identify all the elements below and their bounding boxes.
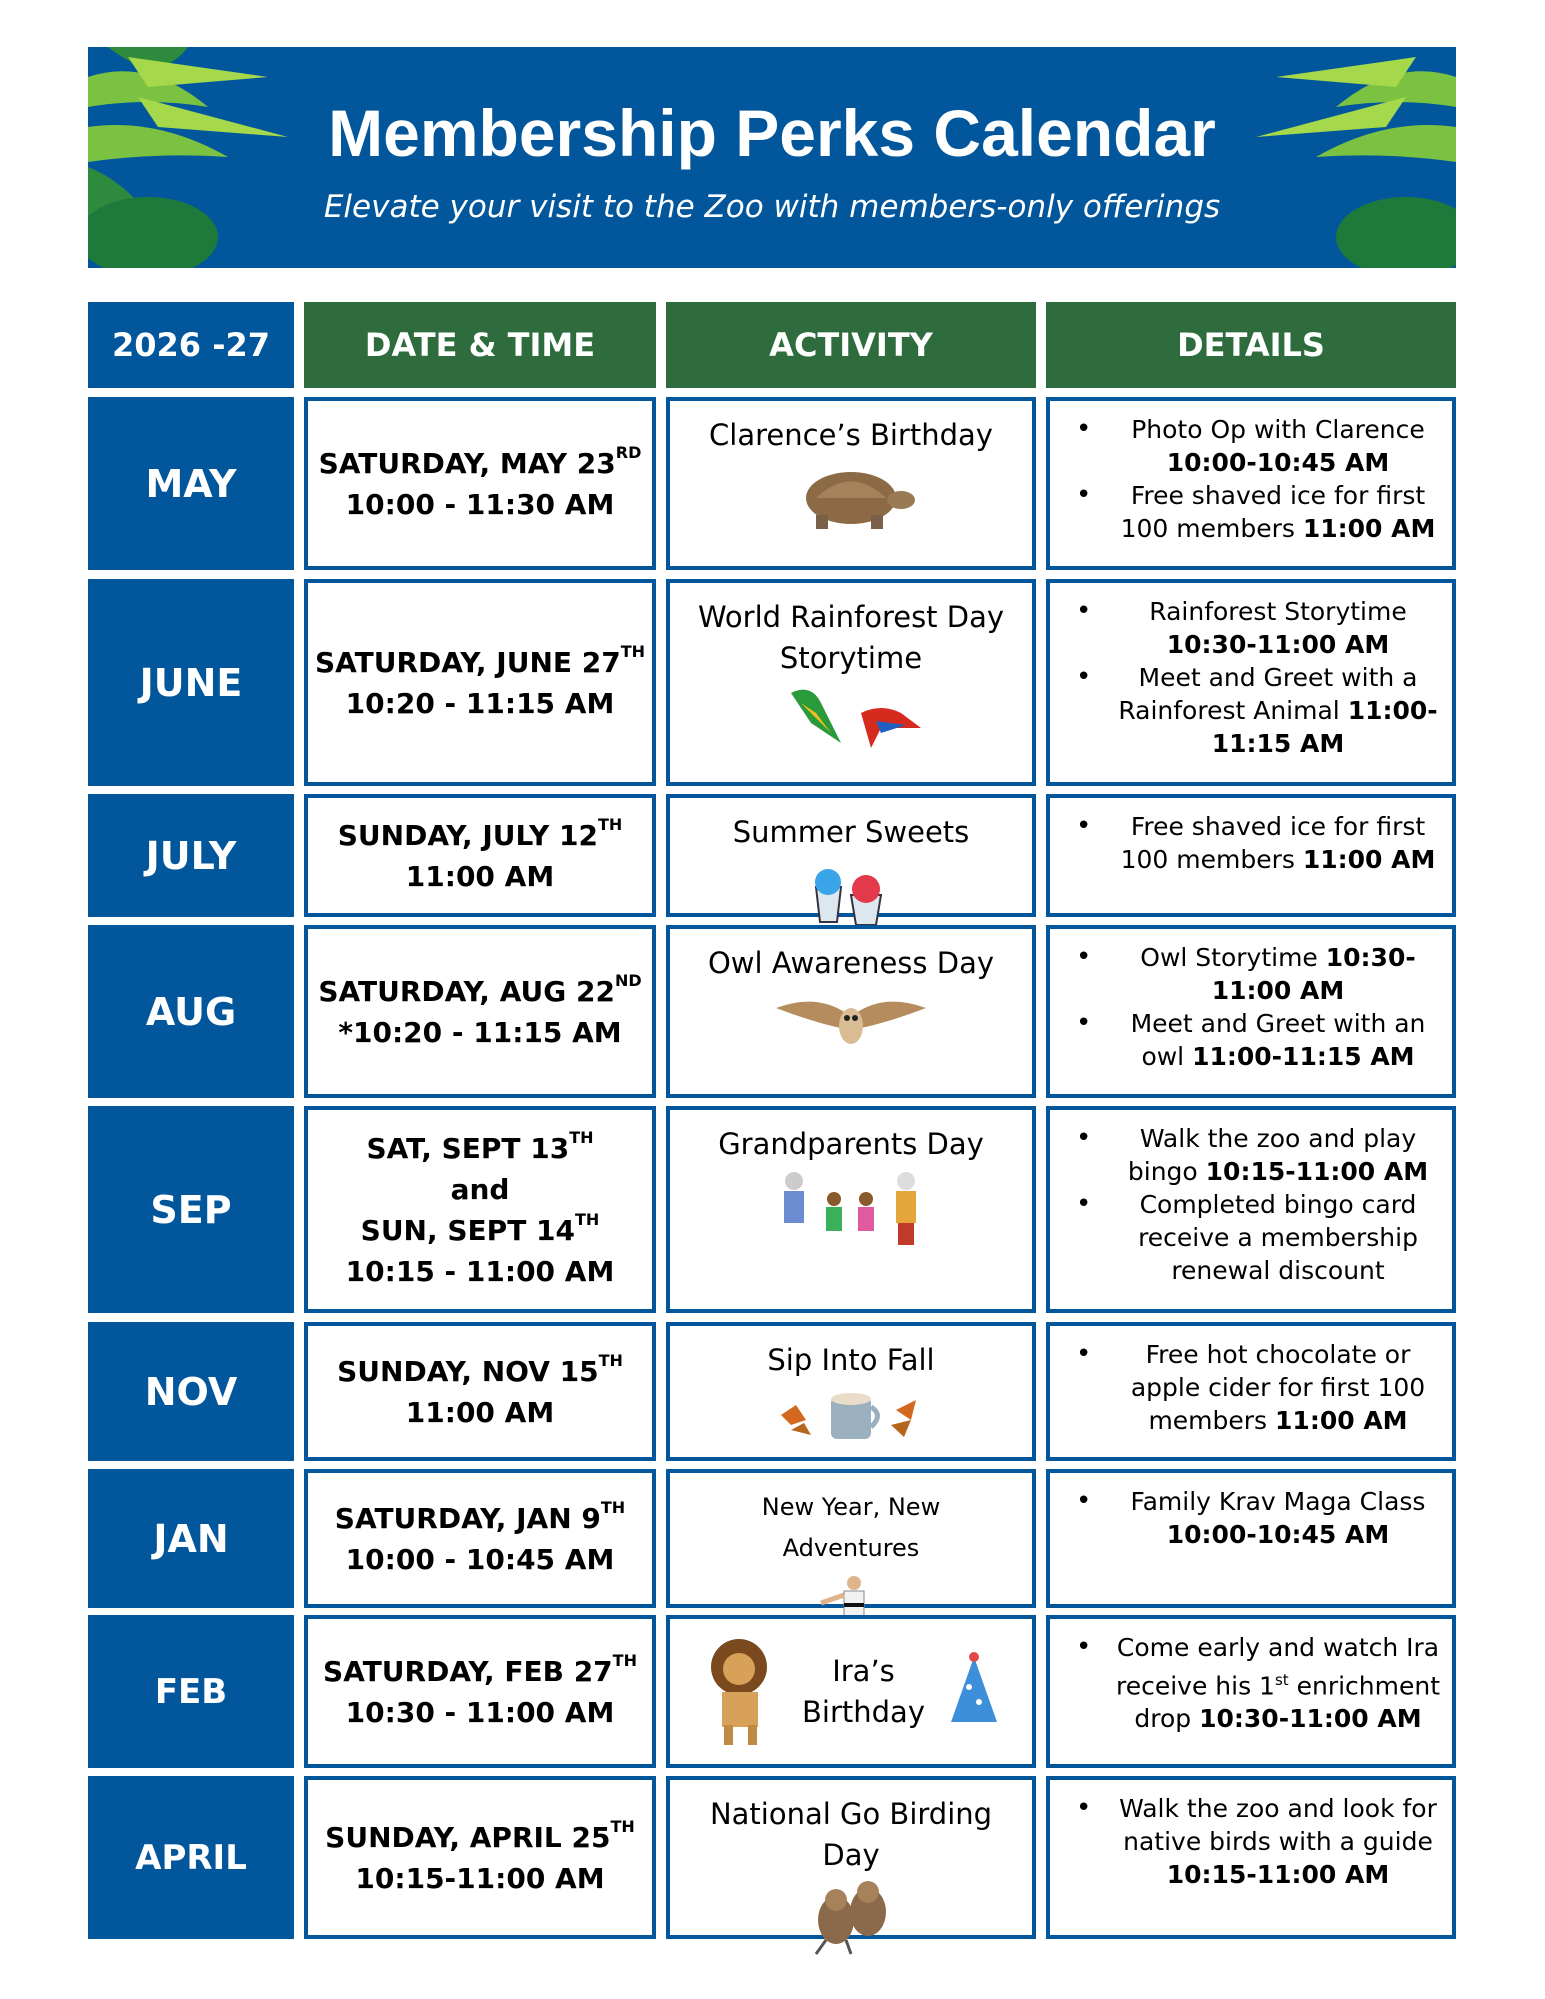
time-text: *10:20 - 11:15 AM bbox=[338, 1015, 622, 1049]
time-text: 10:00 - 10:45 AM bbox=[345, 1542, 615, 1576]
activity-name: Grandparents Day bbox=[718, 1127, 984, 1161]
detail-list bbox=[1058, 810, 1444, 876]
activity-name: Clarence’s Birthday bbox=[709, 418, 993, 452]
details-cell bbox=[1046, 1106, 1456, 1313]
activity-cell bbox=[666, 579, 1036, 786]
time-text: 10:00 - 11:30 AM bbox=[345, 487, 615, 521]
date-time-cell bbox=[304, 1106, 656, 1313]
details-cell bbox=[1046, 1776, 1456, 1939]
activity-cell bbox=[666, 1776, 1036, 1939]
details-header: DETAILS bbox=[1046, 302, 1456, 388]
activity-cell bbox=[666, 794, 1036, 917]
details-cell bbox=[1046, 1322, 1456, 1461]
header-banner bbox=[88, 47, 1456, 268]
party-hat-icon bbox=[949, 1652, 999, 1732]
month-label: APRIL bbox=[88, 1776, 294, 1939]
details-cell bbox=[1046, 1615, 1456, 1768]
time-text: 10:15-11:00 AM bbox=[355, 1861, 605, 1895]
date-text: SUNDAY, NOV 15TH bbox=[337, 1351, 623, 1388]
activity-header: ACTIVITY bbox=[666, 302, 1036, 388]
time-text: 10:15 - 11:00 AM bbox=[345, 1254, 615, 1288]
month-label: JAN bbox=[88, 1469, 294, 1608]
tortoise-icon bbox=[786, 460, 916, 530]
detail-list bbox=[1058, 1338, 1444, 1437]
date-time-cell bbox=[304, 579, 656, 786]
date-text: SAT, SEPT 13TH bbox=[366, 1128, 594, 1165]
detail-item: • Meet and Greet with an owl 11:00-11:15 AM bbox=[1058, 1007, 1444, 1073]
detail-item: • Photo Op with Clarence 10:00-10:45 AM bbox=[1058, 413, 1444, 479]
date-connector: and bbox=[450, 1172, 510, 1206]
month-label: SEP bbox=[88, 1106, 294, 1313]
detail-item: • Family Krav Maga Class 10:00-10:45 AM bbox=[1058, 1485, 1444, 1551]
month-label: AUG bbox=[88, 925, 294, 1098]
month-label: JULY bbox=[88, 794, 294, 917]
time-text: 10:30 - 11:00 AM bbox=[345, 1695, 615, 1729]
details-cell bbox=[1046, 794, 1456, 917]
month-label: JUNE bbox=[88, 579, 294, 786]
activity-name: Sip Into Fall bbox=[767, 1343, 935, 1377]
sparrow-icon bbox=[806, 1880, 896, 1955]
details-cell bbox=[1046, 579, 1456, 786]
family-icon bbox=[776, 1169, 926, 1249]
detail-item: • Walk the zoo and look for native birds with a guide 10:15-11:00 AM bbox=[1058, 1792, 1444, 1891]
date-text: SUN, SEPT 14TH bbox=[360, 1210, 600, 1247]
detail-item: • Walk the zoo and play bingo 10:15-11:00 AM bbox=[1058, 1122, 1444, 1188]
detail-item: • Completed bingo card receive a membership renewal discount bbox=[1058, 1188, 1444, 1287]
date-time-cell bbox=[304, 1322, 656, 1461]
date-text: SATURDAY, MAY 23RD bbox=[318, 443, 642, 480]
detail-item: • Free shaved ice for first 100 members 11:00 AM bbox=[1058, 479, 1444, 545]
page-title: Membership Perks Calendar bbox=[328, 96, 1216, 170]
activity-name: Summer Sweets bbox=[732, 815, 970, 849]
time-text: 11:00 AM bbox=[405, 859, 555, 893]
detail-item: • Free shaved ice for first 100 members 11:00 AM bbox=[1058, 810, 1444, 876]
date-text: SATURDAY, JAN 9TH bbox=[334, 1498, 626, 1535]
shaved-ice-icon bbox=[811, 857, 891, 927]
detail-list bbox=[1058, 1122, 1444, 1287]
date-time-cell bbox=[304, 397, 656, 570]
activity-cell bbox=[666, 1615, 1036, 1768]
detail-item: • Owl Storytime 10:30-11:00 AM bbox=[1058, 941, 1444, 1007]
details-cell bbox=[1046, 397, 1456, 570]
date-text: SUNDAY, APRIL 25TH bbox=[325, 1817, 635, 1854]
activity-name: New Year, New Adventures bbox=[761, 1493, 941, 1562]
macaw-icon bbox=[781, 683, 921, 753]
detail-item: • Meet and Greet with a Rainforest Animal 11:00-11:15 AM bbox=[1058, 661, 1444, 760]
date-text: SATURDAY, AUG 22ND bbox=[318, 971, 642, 1008]
activity-name: Ira’s Birthday bbox=[802, 1653, 925, 1729]
month-label: MAY bbox=[88, 397, 294, 570]
time-text: 10:20 - 11:15 AM bbox=[345, 686, 615, 720]
activity-cell bbox=[666, 1106, 1036, 1313]
detail-list bbox=[1058, 595, 1444, 760]
year-header: 2026 -27 bbox=[88, 302, 294, 388]
date-time-cell bbox=[304, 925, 656, 1098]
date-time-cell bbox=[304, 1615, 656, 1768]
detail-item: • Rainforest Storytime 10:30-11:00 AM bbox=[1058, 595, 1444, 661]
month-label: NOV bbox=[88, 1322, 294, 1461]
detail-list bbox=[1058, 1631, 1444, 1735]
owl-icon bbox=[776, 988, 926, 1048]
detail-list bbox=[1058, 413, 1444, 545]
details-cell bbox=[1046, 1469, 1456, 1608]
detail-list bbox=[1058, 1485, 1444, 1551]
details-cell bbox=[1046, 925, 1456, 1098]
date-time-cell bbox=[304, 794, 656, 917]
activity-name: World Rainforest Day Storytime bbox=[697, 600, 1005, 675]
activity-name: Owl Awareness Day bbox=[707, 946, 995, 980]
detail-list bbox=[1058, 1792, 1444, 1891]
detail-list bbox=[1058, 941, 1444, 1073]
date-time-cell bbox=[304, 1776, 656, 1939]
date-text: SATURDAY, FEB 27TH bbox=[323, 1651, 637, 1688]
time-text: 11:00 AM bbox=[405, 1395, 555, 1429]
lion-icon bbox=[704, 1637, 779, 1747]
page-subtitle: Elevate your visit to the Zoo with members-only offerings bbox=[323, 189, 1221, 225]
month-label: FEB bbox=[88, 1615, 294, 1768]
date-text: SUNDAY, JULY 12TH bbox=[337, 815, 623, 852]
hot-cocoa-icon bbox=[776, 1385, 926, 1445]
date-text: SATURDAY, JUNE 27TH bbox=[314, 642, 646, 679]
activity-name: National Go Birding Day bbox=[709, 1797, 993, 1872]
activity-cell bbox=[666, 925, 1036, 1098]
date-time-header: DATE & TIME bbox=[304, 302, 656, 388]
activity-cell bbox=[666, 1469, 1036, 1608]
date-time-cell bbox=[304, 1469, 656, 1608]
detail-item: • Come early and watch Ira receive his 1st enrichment drop 10:30-11:00 AM bbox=[1058, 1631, 1444, 1735]
activity-cell bbox=[666, 397, 1036, 570]
activity-cell bbox=[666, 1322, 1036, 1461]
detail-item: • Free hot chocolate or apple cider for first 100 members 11:00 AM bbox=[1058, 1338, 1444, 1437]
